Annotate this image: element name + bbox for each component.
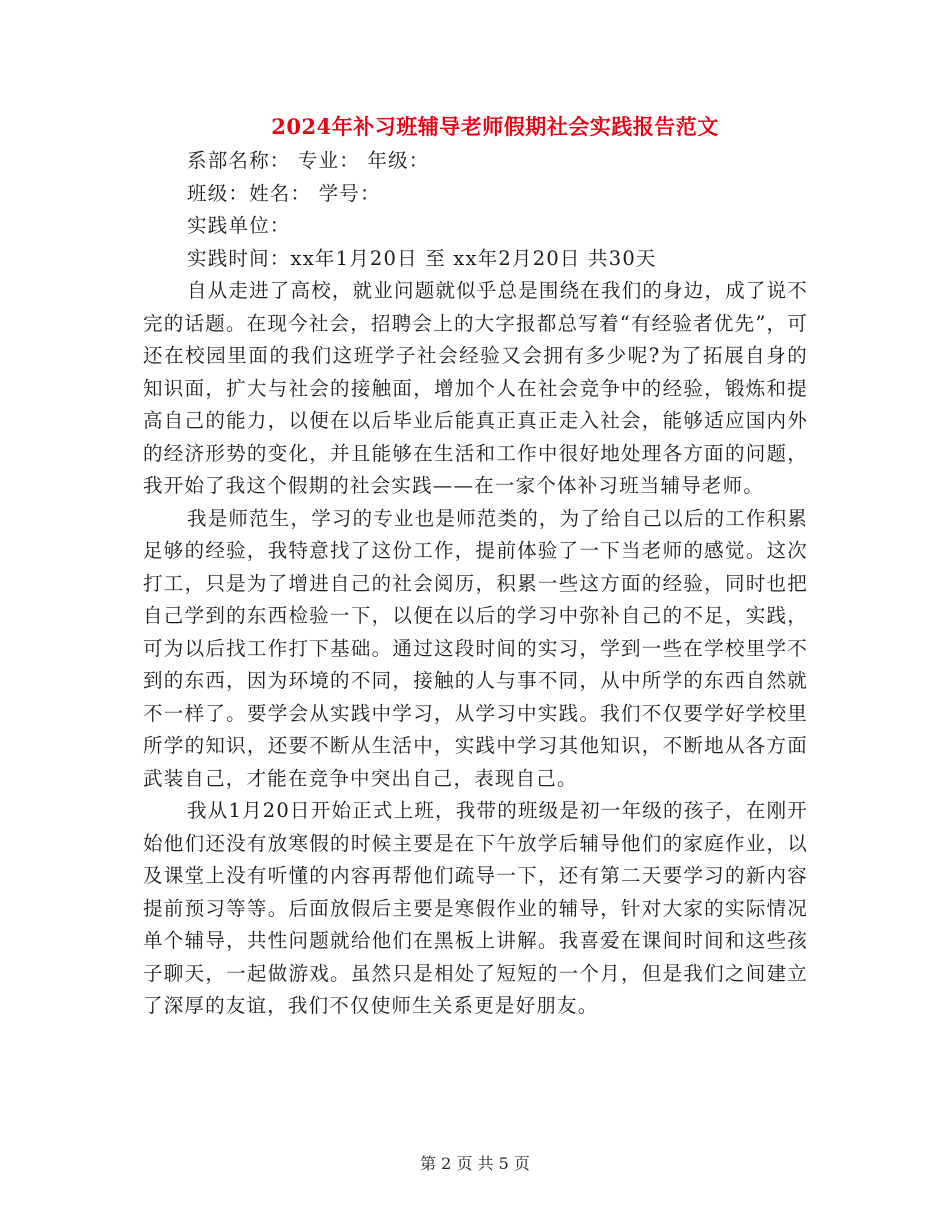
field-practice-unit: 实践单位： [187, 214, 291, 237]
paragraph-3: 我从1月20日开始正式上班，我带的班级是初一年级的孩子，在刚开始他们还没有放寒假的时候主要是在下午放学后辅导他们的家庭作业，以及课堂上没有听懂的内容再帮他们疏导一下，还有第二天要学习的新内容提前预习等等。后面放假后主要是寒假作业的辅导，针对大家的实际情况单个辅导，共性问题就给他们在黑板上讲解。我喜爱在课间时间和这些孩子聊天，一起做游戏。虽然只是相处了短短的一个月，但是我们之间建立了深厚的友谊，我们不仅使师生关系更是好朋友。 [143, 799, 808, 1017]
field-department: 系部名称： 专业： 年级： [187, 149, 430, 172]
paragraph-1: 自从走进了高校，就业问题就似乎总是围绕在我们的身边，成了说不完的话题。在现今社会，招聘会上的大字报都总写着“有经验者优先”，可还在校园里面的我们这班学子社会经验又会拥有多少呢?为了拓展自身的知识面，扩大与社会的接触面，增加个人在社会竞争中的经验，锻炼和提高自己的能力，以便在以后毕业后能真正真正走入社会，能够适应国内外的经济形势的变化，并且能够在生活和工作中很好地处理各方面的问题，我开始了我这个假期的社会实践——在一家个体补习班当辅导老师。 [143, 279, 809, 497]
page-footer: 第 2 页 共 5 页 [420, 1154, 530, 1173]
document-body [143, 145, 808, 1023]
document-title: 2024年补习班辅导老师假期社会实践报告范文 [271, 114, 719, 139]
paragraph-2: 我是师范生，学习的专业也是师范类的，为了给自己以后的工作积累足够的经验，我特意找了这份工作，提前体验了一下当老师的感觉。这次打工，只是为了增进自己的社会阅历，积累一些这方面的经验，同时也把自己学到的东西检验一下，以便在以后的学习中弥补自己的不足，实践，可为以后找工作打下基础。通过这段时间的实习，学到一些在学校里学不到的东西，因为环境的不同，接触的人与事不同，从中所学的东西自然就不一样了。要学会从实践中学习，从学习中实践。我们不仅要学好学校里所学的知识，还要不断从生活中，实践中学习其他知识，不断地从各方面武装自己，才能在竞争中突出自己，表现自己。 [143, 506, 809, 790]
field-practice-time: 实践时间：xx年1月20日 至 xx年2月20日 共30天 [187, 246, 657, 270]
field-class: 班级：姓名： 学号： [187, 181, 381, 205]
